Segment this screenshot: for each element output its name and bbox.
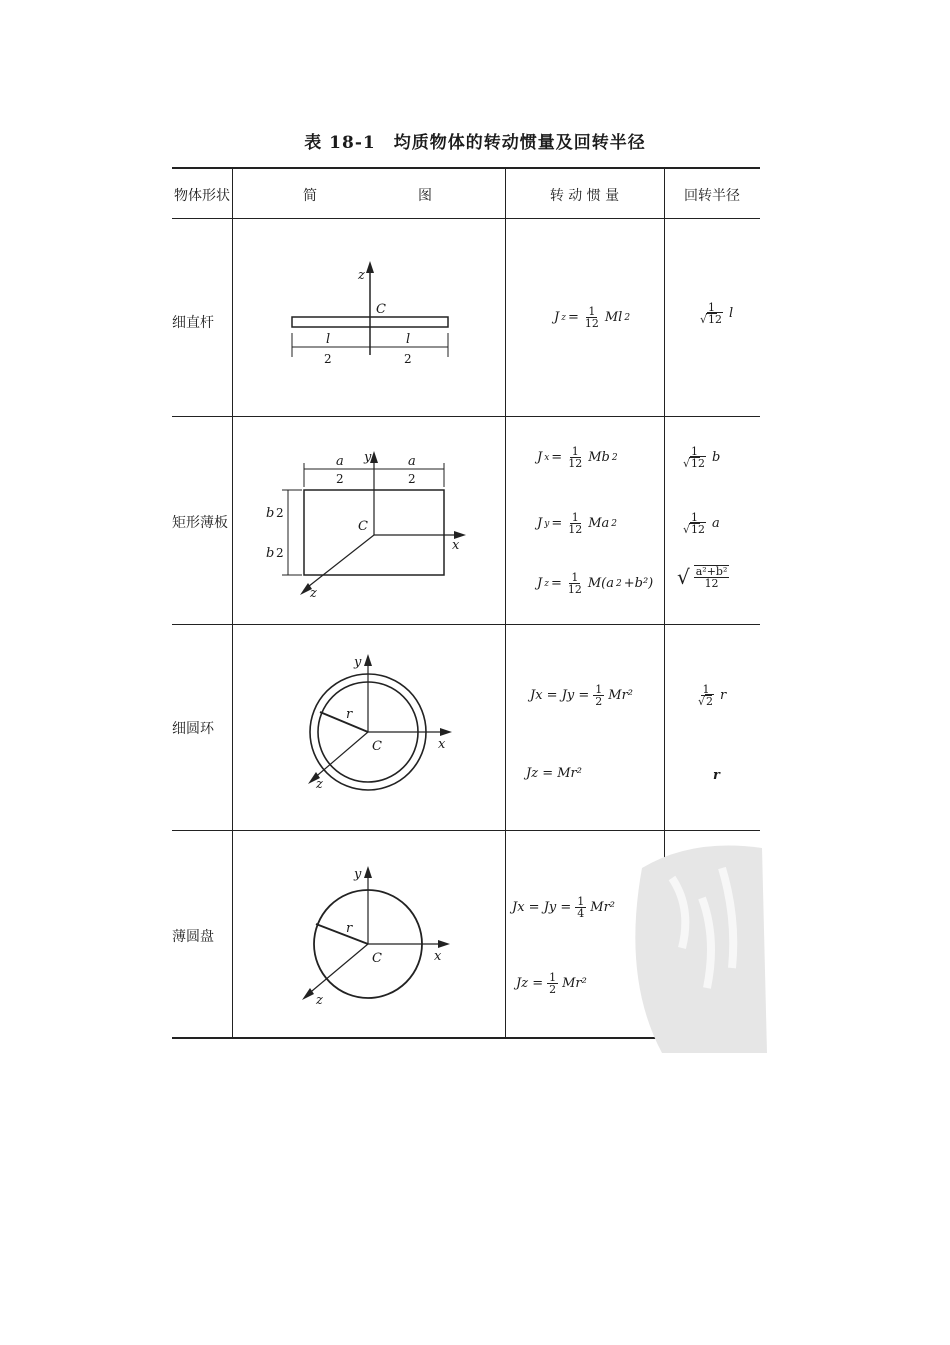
plate-a-den-left: 2 xyxy=(336,472,344,486)
disc-axis-z-label: z xyxy=(316,993,323,1008)
col-divider-1 xyxy=(232,167,233,1039)
ring-diagram xyxy=(240,632,500,827)
plate-radius-z: √ $\frac{\text{a²+b²}}{12}$ xyxy=(677,565,728,590)
shape-name-rod: 细直杆 xyxy=(172,315,214,331)
disc-radius-label: r xyxy=(346,921,353,936)
plate-a-num-right: a xyxy=(408,454,416,469)
disc-moment-z: Jz = $\frac{1}{2}$ Mr² xyxy=(516,971,587,996)
plate-a-den-right: 2 xyxy=(408,472,416,486)
shape-name-ring: 细圆环 xyxy=(172,721,214,737)
header-sketch-right: 图 xyxy=(418,188,432,204)
shape-name-disc: 薄圆盘 xyxy=(172,929,214,945)
ring-moment-z: Jz = Mr² xyxy=(526,766,582,781)
rod-radius: $\frac{1}{√12}$ l xyxy=(700,301,734,326)
plate-b-num-top: b xyxy=(266,506,275,521)
col-divider-2 xyxy=(505,167,506,1039)
table-title: 表 18-1 均质物体的转动惯量及回转半径 xyxy=(304,133,646,153)
plate-axis-z-label: z xyxy=(310,586,317,601)
disc-axis-y-label: y xyxy=(354,867,362,882)
plate-diagram xyxy=(240,425,500,620)
ring-radius-xy: $\frac{1}{√2}$ r xyxy=(698,683,727,708)
rod-half-num-right: l xyxy=(406,332,411,347)
header-radius: 回转半径 xyxy=(684,188,740,204)
plate-b-den-bottom: 2 xyxy=(276,546,284,560)
plate-radius-x: $\frac{1}{√12}$ b xyxy=(683,445,721,470)
ring-radius-label: r xyxy=(346,707,353,722)
disc-center-label: C xyxy=(372,951,382,966)
disc-moment-xy: Jx = Jy = $\frac{1}{4}$ Mr² xyxy=(512,895,616,920)
rule-top xyxy=(172,167,760,169)
plate-b-den-top: 2 xyxy=(276,506,284,520)
watermark-stamp xyxy=(622,838,767,1053)
plate-radius-y: $\frac{1}{√12}$ a xyxy=(683,511,720,536)
disc-diagram xyxy=(240,838,500,1033)
rod-center-label: C xyxy=(376,302,386,317)
plate-moment-x: J x = $\frac{1}{12}$ Mb 2 xyxy=(537,445,618,470)
plate-moment-z: J z = $\frac{1}{12}$ M(a 2 +b²) xyxy=(537,571,654,596)
rule-row1 xyxy=(172,416,760,417)
plate-a-num-left: a xyxy=(336,454,344,469)
rod-half-den-left: 2 xyxy=(324,352,332,366)
rule-row3 xyxy=(172,830,760,831)
rod-half-num-left: l xyxy=(326,332,331,347)
header-shape: 物体形状 xyxy=(174,188,230,204)
ring-axis-x-label: x xyxy=(438,737,446,752)
plate-moment-y: J y = $\frac{1}{12}$ Ma 2 xyxy=(537,511,618,536)
ring-moment-xy: Jx = Jy = $\frac{1}{2}$ Mr² xyxy=(530,683,634,708)
ring-center-label: C xyxy=(372,739,382,754)
rod-axis-z-label: z xyxy=(358,268,365,283)
ring-axis-z-label: z xyxy=(316,777,323,792)
header-sketch-left: 简 xyxy=(303,188,317,204)
plate-axis-x-label: x xyxy=(452,538,460,553)
plate-axis-y-label: y xyxy=(364,450,372,465)
disc-axis-x-label: x xyxy=(434,949,442,964)
ring-axis-y-label: y xyxy=(354,655,362,670)
shape-name-plate: 矩形薄板 xyxy=(172,515,228,531)
header-moment: 转 动 惯 量 xyxy=(549,188,620,204)
rod-moment-z: J z = $\frac{1}{12}$ Ml 2 xyxy=(554,305,631,330)
plate-center-label: C xyxy=(358,519,368,534)
rod-diagram xyxy=(240,225,500,410)
rule-row2 xyxy=(172,624,760,625)
rod-half-den-right: 2 xyxy=(404,352,412,366)
ring-radius-z: r xyxy=(713,768,720,783)
plate-b-num-bottom: b xyxy=(266,546,275,561)
